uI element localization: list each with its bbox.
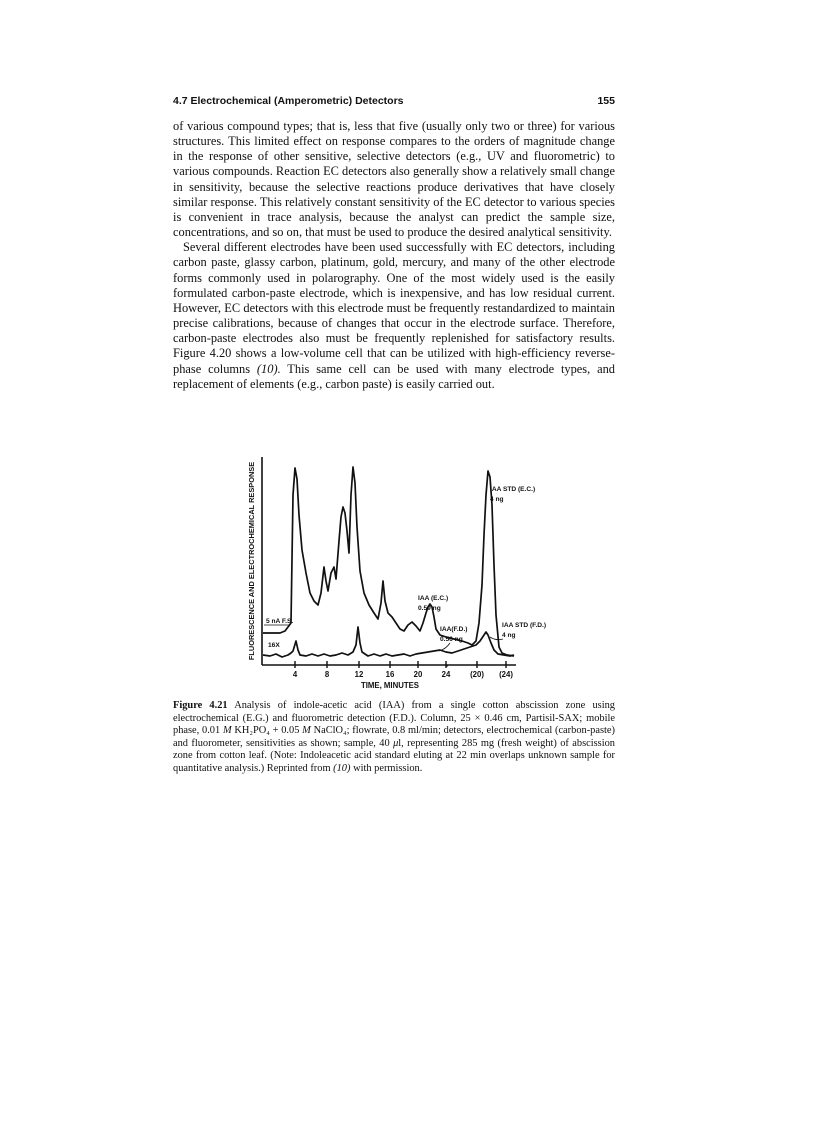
caption-text: Analysis of indole-acetic acid (IAA) from a single cotton abscission zone using electrochemical (E.G.) and fluorometric detection (F.D.). Column, 25 × 0.46 cm, Partisil-SAX; mobile phase, 0.01 — [173, 700, 615, 737]
paragraph-2 — [173, 240, 615, 392]
reference-citation: (10). — [256, 361, 281, 376]
running-header — [173, 95, 615, 111]
figure-caption — [173, 700, 615, 776]
x-tick-label: 4 — [292, 670, 298, 679]
x-tick-label: 20 — [413, 670, 423, 679]
gain-label: 16X — [268, 642, 280, 649]
axis-break-marker: * — [445, 665, 449, 671]
caption-text: NaClO₄; flowrate, 0.8 ml/min; detectors, electrochemical (carbon-paste) and fluorometer, sensitivities as shown; sample, 40 — [173, 725, 615, 749]
iaa-ec-amount: 0.59 ng — [418, 605, 441, 612]
iaa-ec-label: IAA (E.C.) — [418, 595, 449, 602]
iaa-std-ec-amount: 4 ng — [490, 496, 504, 503]
ec-trace — [263, 467, 514, 656]
page-number: 155 — [597, 95, 615, 107]
scale-fs-label: 5 nA F.S. — [266, 618, 294, 625]
iaa-fd-label: IAA(F.D.) — [440, 626, 468, 633]
body-text — [173, 119, 615, 392]
caption-reference: (10) — [333, 762, 351, 774]
x-tick-label: 8 — [324, 670, 330, 679]
x-tick-label: 12 — [354, 670, 364, 679]
x-axis-label: TIME, MINUTES — [360, 681, 420, 690]
figure-4-21 — [240, 455, 547, 695]
x-tick-label: 16 — [385, 670, 395, 679]
x-tick-label: (20) — [470, 670, 484, 679]
section-title: 4.7 Electrochemical (Amperometric) Detectors — [173, 95, 404, 107]
fd-trace — [263, 627, 514, 657]
iaa-std-fd-label: IAA STD (F.D.) — [502, 622, 547, 629]
iaa-std-ec-label: IAA STD (E.C.) — [490, 486, 536, 493]
figure-label: Figure 4.21 — [173, 700, 228, 711]
paragraph-1: of various compound types; that is, less that five (usually only two or three) for various structures. This limited effect on response compares to the orders of magnitude change in the response of other sensitive, selective detectors (e.g., UV and fluorometric) to various compounds. Reaction EC detectors also generally show a relatively small change in sensitivity, because the selective reactions produce derivatives that have closely similar response. This relatively constant sensitivity of the EC detector to various species is convenient in trace analysis, because the analyst can predict the sample size, concentrations, and so on, that must be used to produce the desired analytical sensitivity. — [173, 119, 615, 240]
x-tick-label: (24) — [499, 670, 513, 679]
iaa-std-fd-amount: 4 ng — [502, 632, 516, 639]
chromatogram — [240, 455, 547, 695]
caption-text: KH₂PO₄ + 0.05 — [231, 725, 303, 737]
caption-molar-unit: M — [302, 725, 311, 737]
caption-text: l, representing 285 mg (fresh weight) of abscission zone from cotton leaf. (Note: Indoleacetic acid standard eluting at 22 min overlaps unknown sample for quantitative analysis.) Reprinted from — [173, 737, 615, 774]
caption-micro-symbol: μ — [393, 737, 399, 749]
y-axis-label: FLUORESCENCE AND ELECTROCHEMICAL RESPONSE — [247, 461, 256, 661]
caption-molar-unit: M — [222, 725, 232, 737]
paragraph-2-text-end: This same cell can be used with many electrode types, and replacement of elements (e.g., carbon paste) is easily carried out. — [173, 361, 615, 391]
iaa-fd-amount: 0.56 ng — [440, 636, 463, 643]
caption-text: with permission. — [350, 762, 423, 774]
paragraph-2-text: Several different electrodes have been used successfully with EC detectors, including carbon paste, glassy carbon, platinum, gold, mercury, and many of the other electrode forms commonly used in polarography. One of the most widely used is the easily formulated carbon-paste electrode, which is inexpensive, and has low residual current. However, EC detectors with this electrode must be frequently restandardized to maintain precise calibrations, because of changes that occur in the electrode surface. Therefore, carbon-paste electrodes also must be frequently replenished for satisfactory results. Figure 4.20 shows a low-volume cell that can be utilized with high-efficiency reverse-phase columns — [173, 240, 615, 376]
x-tick-label: 24 — [441, 670, 451, 679]
